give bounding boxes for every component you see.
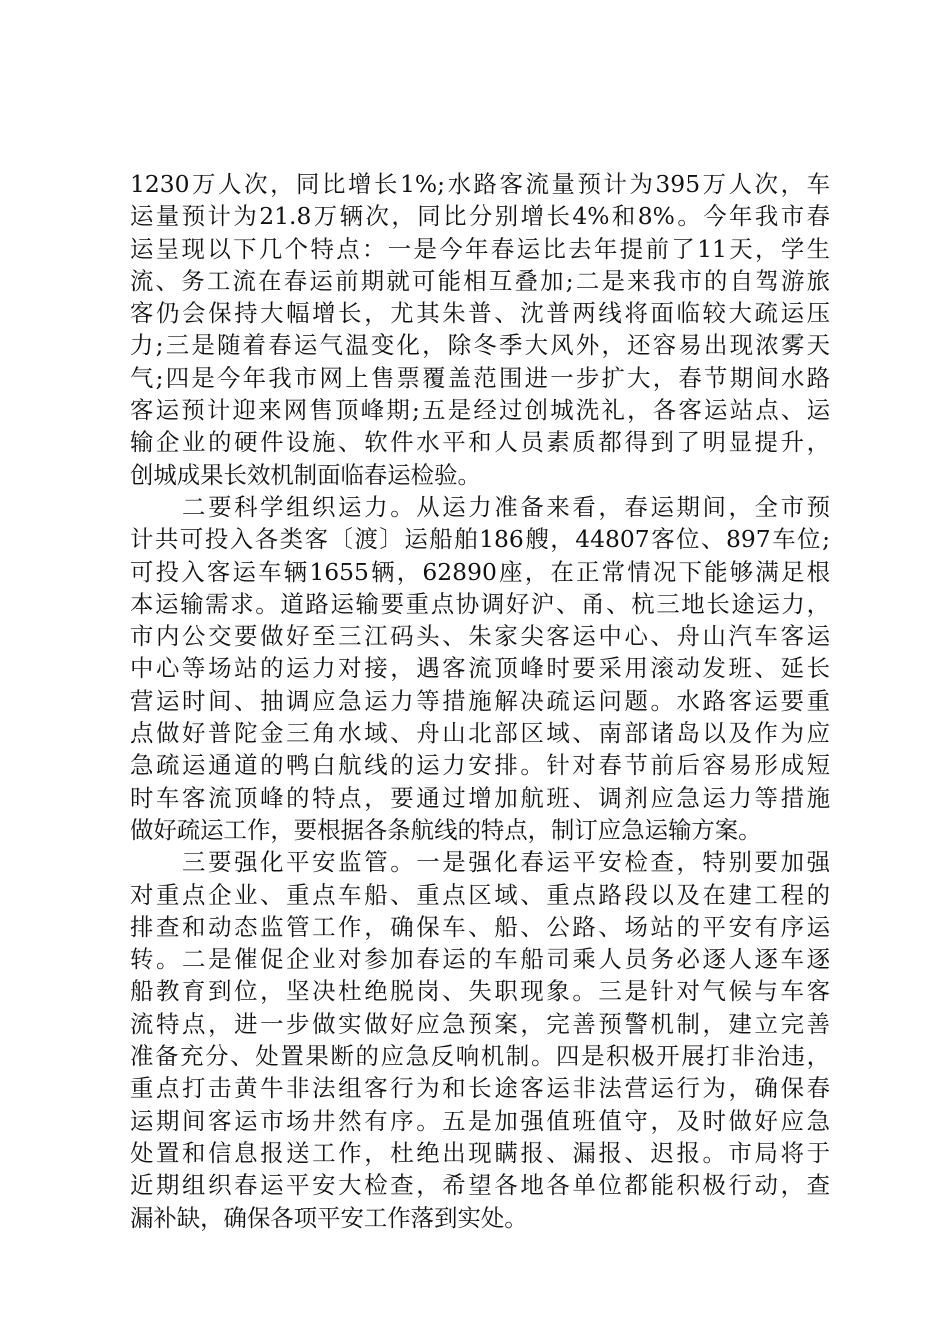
text-line: 重点打击黄牛非法组客行为和长途客运非法营运行为，确保春 <box>130 1074 830 1103</box>
text-line: 转。二是催促企业对参加春运的车船司乘人员务必逐人逐车逐 <box>130 945 830 974</box>
text-line: 客仍会保持大幅增长，尤其朱普、沈普两线将面临较大疏运压 <box>130 299 830 328</box>
text-line: 处置和信息报送工作，杜绝出现瞒报、漏报、迟报。市局将于 <box>130 1138 830 1167</box>
text-line: 市内公交要做好至三江码头、朱家尖客运中心、舟山汽车客运 <box>130 622 830 651</box>
paragraph-capacity-organization <box>130 491 830 846</box>
text-line: 运期间客运市场井然有序。五是加强值班值守，及时做好应急 <box>130 1106 830 1135</box>
text-line: 近期组织春运平安大检查，希望各地各单位都能积极行动，查 <box>130 1171 830 1200</box>
text-line: 可投入客运车辆1655辆，62890座，在正常情况下能够满足根 <box>130 557 830 586</box>
paragraph-safety-supervision <box>130 846 830 1234</box>
text-line: 流特点，进一步做实做好应急预案，完善预警机制，建立完善 <box>130 1009 830 1038</box>
text-line: 对重点企业、重点车船、重点区域、重点路段以及在建工程的 <box>130 880 830 909</box>
text-line: 营运时间、抽调应急运力等措施解决疏运问题。水路客运要重 <box>130 686 830 715</box>
text-line: 二要科学组织运力。从运力准备来看，春运期间，全市预 <box>130 492 830 521</box>
text-line: 船教育到位，坚决杜绝脱岗、失职现象。三是针对气候与车客 <box>130 977 830 1006</box>
text-line: 中心等场站的运力对接，遇客流顶峰时要采用滚动发班、延长 <box>130 654 830 683</box>
text-line: 输企业的硬件设施、软件水平和人员素质都得到了明显提升， <box>130 428 830 457</box>
text-line: 排查和动态监管工作，确保车、船、公路、场站的平安有序运 <box>130 912 830 941</box>
text-line: 做好疏运工作，要根据各条航线的特点，制订应急运输方案。 <box>130 815 762 844</box>
text-line: 点做好普陀金三角水域、舟山北部区域、南部诸岛以及作为应 <box>130 719 830 748</box>
text-line: 本运输需求。道路运输要重点协调好沪、甬、杭三地长途运力， <box>130 589 830 618</box>
document-body <box>130 168 830 1234</box>
text-line: 急疏运通道的鸭白航线的运力安排。针对春节前后容易形成短 <box>130 751 830 780</box>
text-line: 时车客流顶峰的特点，要通过增加航班、调剂应急运力等措施 <box>130 783 830 812</box>
text-line: 气;四是今年我市网上售票覆盖范围进一步扩大，春节期间水路 <box>130 363 830 392</box>
text-line: 准备充分、处置果断的应急反响机制。四是积极开展打非治违， <box>130 1042 830 1071</box>
text-line: 1230万人次，同比增长1%;水路客流量预计为395万人次，车 <box>130 170 830 198</box>
paragraph-ridership-forecast <box>130 168 830 491</box>
text-line: 客运预计迎来网售顶峰期;五是经过创城洗礼，各客运站点、运 <box>130 396 830 425</box>
text-line: 创城成果长效机制面临春运检验。 <box>130 460 481 489</box>
text-line: 计共可投入各类客〔渡〕运船舶186艘，44807客位、897车位; <box>130 525 830 554</box>
text-line: 力;三是随着春运气温变化，除冬季大风外，还容易出现浓雾天 <box>130 331 830 360</box>
text-line: 运量预计为21.8万辆次，同比分别增长4%和8%。今年我市春 <box>130 202 830 231</box>
text-line: 运呈现以下几个特点：一是今年春运比去年提前了11天，学生 <box>130 234 830 263</box>
text-line: 漏补缺，确保各项平安工作落到实处。 <box>130 1203 528 1232</box>
text-line: 三要强化平安监管。一是强化春运平安检查，特别要加强 <box>130 848 830 877</box>
text-line: 流、务工流在春运前期就可能相互叠加;二是来我市的自驾游旅 <box>130 266 830 295</box>
